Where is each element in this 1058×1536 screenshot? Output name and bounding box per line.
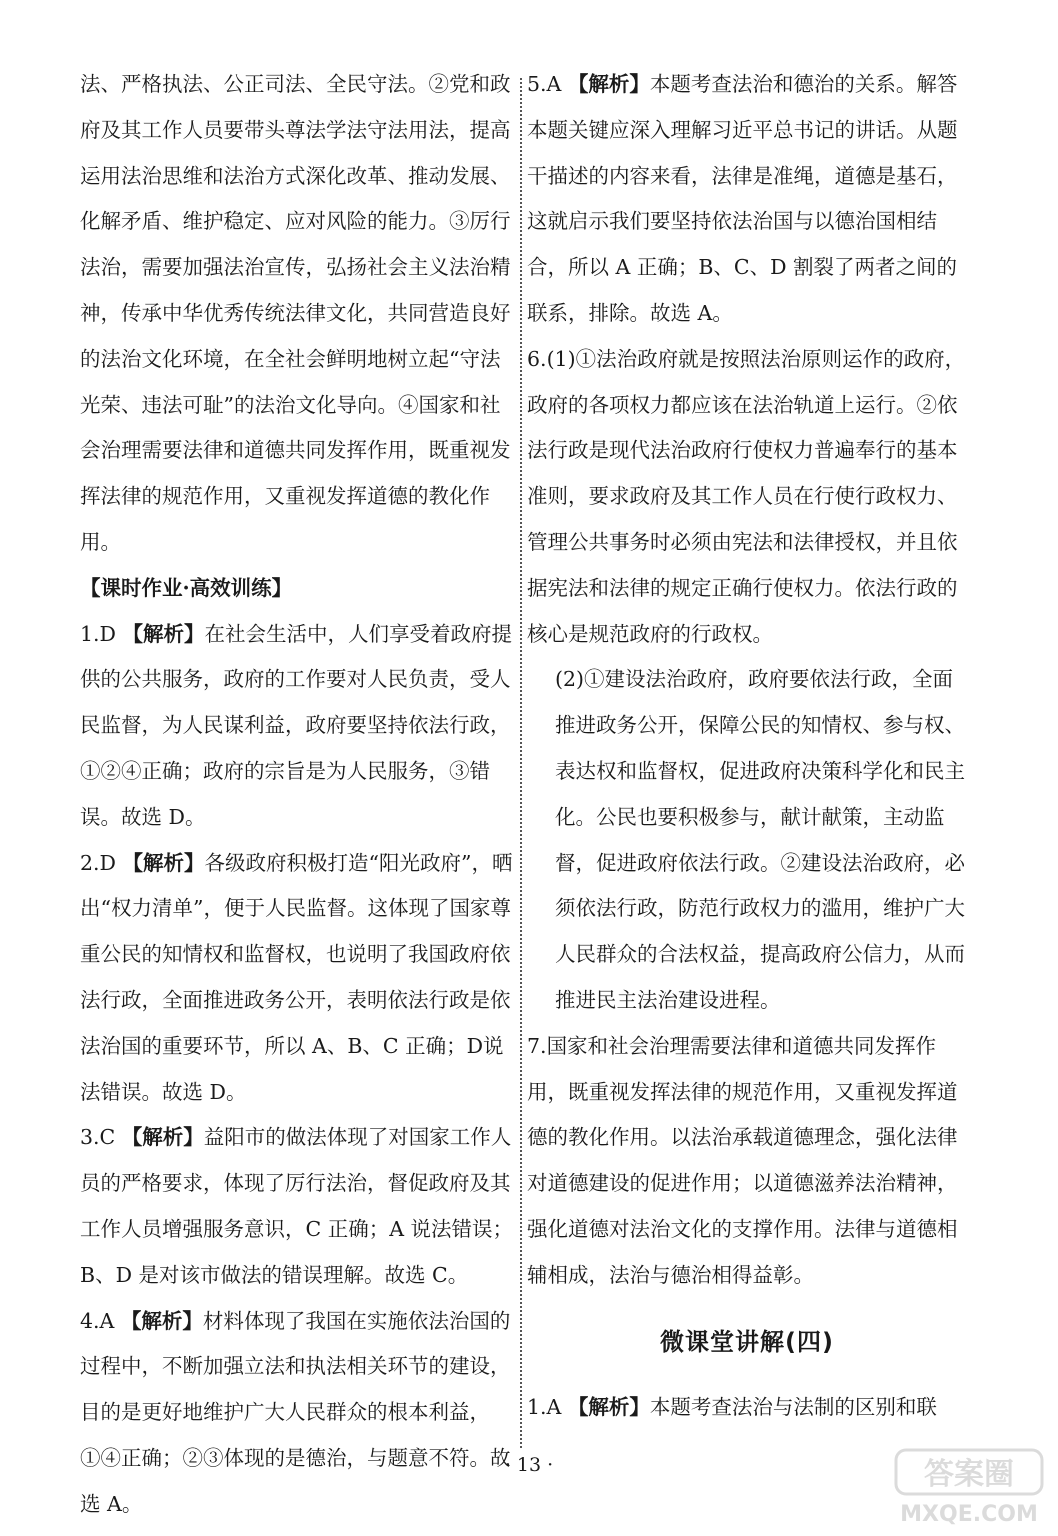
analysis-tag: 【解析】 bbox=[567, 72, 650, 96]
section-header: 【课时作业·高效训练】 bbox=[80, 575, 293, 600]
item-text: 各级政府积极打造“阳光政府”，晒出“权力清单”，便于人民监督。这体现了国家尊重公民的知情权和监督权，也说明了我国政府依法行政，全面推进政务公开，表明依法行政是依法治国的重要环节，所以 A、B、C 正确；D说法错误。故选 D。 bbox=[80, 850, 513, 1104]
item-number: 1.A bbox=[527, 1394, 562, 1419]
continued-paragraph: 法、严格执法、公正司法、全民守法。②党和政府及其工作人员要带头尊法学法守法用法，提高运用法治思维和法治方式深化改革、推动发展、化解矛盾、维护稳定、应对风险的能力。③厉行法治，需要加强法治宣传，弘扬社会主义法治精神，传承中华优秀传统法律文化，共同营造良好的法治文化环境，在全社会鲜明地树立起“守法光荣、违法可耻”的法治文化导向。④国家和社会治理需要法律和道德共同发挥作用，既重视发挥法律的规范作用，又重视发挥道德的教化作用。 bbox=[80, 72, 511, 554]
answer-item-6 bbox=[527, 337, 967, 1024]
item-number: 6. bbox=[527, 346, 547, 371]
page-number: · 13 · bbox=[504, 1454, 554, 1476]
section-title: 微课堂讲解(四) bbox=[660, 1327, 834, 1356]
watermark-line2: MXQE.COM bbox=[900, 1502, 1038, 1527]
analysis-tag: 【解析】 bbox=[567, 1394, 650, 1419]
item-number: 7. bbox=[527, 1033, 547, 1058]
column-divider bbox=[520, 78, 522, 1448]
item-text: 本题考查法治与法制的区别和联 bbox=[649, 1394, 937, 1419]
item-number: 1.D bbox=[80, 621, 116, 646]
item-text: 在社会生活中，人们享受着政府提供的公共服务，政府的工作要对人民负责，受人民监督，为人民谋利益，政府要坚持依法行政，①②④正确；政府的宗旨是为人民服务，③错误。故选 D。 bbox=[80, 621, 513, 829]
watermark-line1: 答案圈 bbox=[924, 1457, 1014, 1492]
answer-item-2 bbox=[80, 841, 520, 1116]
item-number: 4.A bbox=[80, 1308, 115, 1333]
item-number: 3.C bbox=[80, 1125, 116, 1150]
answer-item-5 bbox=[527, 62, 967, 337]
item-6-part-2: (2)①建设法治政府，政府要依法行政，全面推进政务公开，保障公民的知情权、参与权、表达权和监督权，促进政府决策科学化和民主化。公民也要积极参与，献计献策，主动监督，促进政府依法行政。②建设法治政府，必须依法行政，防范行政权力的滥用，维护广大人民群众的合法权益，提高政府公信力，从而推进民主法治建设进程。 bbox=[555, 667, 965, 1012]
analysis-tag: 【解析】 bbox=[122, 850, 205, 875]
item-number: 2.D bbox=[80, 850, 116, 875]
item-text: 本题考查法治和德治的关系。解答本题关键应深入理解习近平总书记的讲话。从题干描述的内容来看，法律是准绳，道德是基石，这就启示我们要坚持依法治国与以德治国相结合，所以 A 正确；B、C、D 割裂了两者之间的联系，排除。故选 A。 bbox=[527, 72, 958, 325]
analysis-tag: 【解析】 bbox=[120, 1308, 203, 1333]
answer-item-4 bbox=[80, 1299, 520, 1528]
answer-item-3 bbox=[80, 1115, 520, 1298]
analysis-tag: 【解析】 bbox=[122, 621, 205, 646]
analysis-tag: 【解析】 bbox=[121, 1125, 204, 1150]
item-text: 国家和社会治理需要法律和道德共同发挥作用，既重视发挥法律的规范作用，又重视发挥道德的教化作用。以法治承载道德理念，强化法律对道德建设的促进作用；以道德滋养法治精神，强化道德对法治文化的支撑作用。法律与道德相辅相成，法治与德治相得益彰。 bbox=[527, 1033, 958, 1287]
item-number: 5.A bbox=[527, 72, 562, 96]
right-column bbox=[527, 62, 967, 1430]
answer-item-1b bbox=[527, 1385, 967, 1431]
item-6-part-1: (1)①法治政府就是按照法治原则运作的政府，政府的各项权力都应该在法治轨道上运行。②依法行政是现代法治政府行使权力普遍奉行的基本准则，要求政府及其工作人员在行使行政权力、管理公共事务时必须由宪法和法律授权，并且依据宪法和法律的规定正确行使权力。依法行政的核心是规范政府的行政权。 bbox=[527, 346, 966, 646]
left-column bbox=[80, 62, 520, 1528]
item-text: 益阳市的做法体现了对国家工作人员的严格要求，体现了厉行法治，督促政府及其工作人员增强服务意识，C 正确；A 说法错误；B、D 是对该市做法的错误理解。故选 C。 bbox=[80, 1125, 514, 1287]
watermark-logo bbox=[894, 1446, 1044, 1528]
item-text: 材料体现了我国在实施依法治国的过程中，不断加强立法和执法相关环节的建设，目的是更好地维护广大人民群众的根本利益，①④正确；②③体现的是德治，与题意不符。故选 A。 bbox=[80, 1308, 511, 1516]
answer-item-1 bbox=[80, 612, 520, 841]
answer-item-7 bbox=[527, 1024, 967, 1299]
